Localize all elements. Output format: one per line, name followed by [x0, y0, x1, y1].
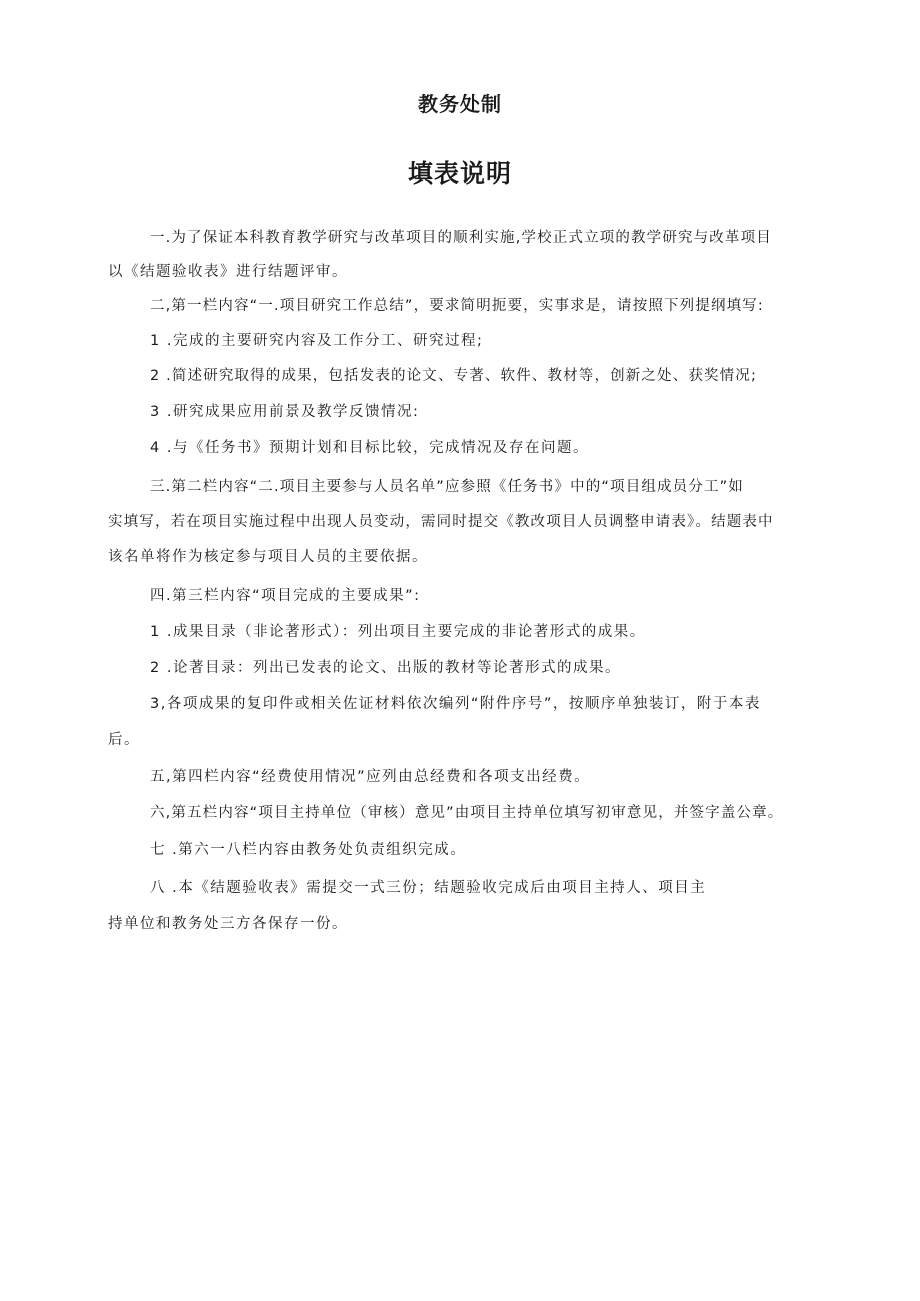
- paragraph-4-item-1: 1 .成果目录（非论著形式）：列出项目主要完成的非论著形式的成果。: [150, 624, 646, 640]
- paragraph-4-item-3-line-2: 后。: [108, 732, 140, 748]
- paragraph-3-line-2: 实填写，若在项目实施过程中出现人员变动，需同时提交《教改项目人员调整申请表》。结题表中: [108, 514, 774, 530]
- paragraph-6: 六,第五栏内容“项目主持单位（审核）意见”由项目主持单位填写初审意见，并签字盖公章。: [150, 805, 784, 821]
- paragraph-1-line-1: 一.为了保证本科教育教学研究与改革项目的顺利实施,学校正式立项的教学研究与改革项目: [150, 230, 772, 246]
- paragraph-2-item-4: 4 .与《任务书》预期计划和目标比较，完成情况及存在问题。: [150, 440, 589, 456]
- paragraph-3-line-3: 该名单将作为核定参与项目人员的主要依据。: [108, 549, 428, 565]
- paragraph-4-item-3-line-1: 3,各项成果的复印件或相关佐证材料依次编列“附件序号”，按顺序单独装订，附于本表: [150, 696, 761, 712]
- issuer-header: 教务处制: [418, 92, 502, 116]
- paragraph-7: 七 .第六一八栏内容由教务处负责组织完成。: [150, 842, 467, 858]
- paragraph-8-line-2: 持单位和教务处三方各保存一份。: [108, 916, 348, 932]
- paragraph-1-line-2: 以《结题验收表》进行结题评审。: [108, 264, 348, 280]
- paragraph-8-line-1: 八 .本《结题验收表》需提交一式三份；结题验收完成后由项目主持人、项目主: [150, 880, 707, 896]
- paragraph-2-item-1: 1 .完成的主要研究内容及工作分工、研究过程;: [150, 333, 484, 349]
- paragraph-4-item-2: 2 .论著目录：列出已发表的论文、出版的教材等论著形式的成果。: [150, 660, 621, 676]
- paragraph-5: 五,第四栏内容“经费使用情况”应列由总经费和各项支出经费。: [150, 769, 591, 785]
- paragraph-4: 四.第三栏内容“项目完成的主要成果”:: [150, 588, 421, 604]
- paragraph-2-item-2: 2 .简述研究取得的成果，包括发表的论文、专著、软件、教材等，创新之处、获奖情况;: [150, 368, 757, 384]
- paragraph-2: 二,第一栏内容“一.项目研究工作总结”，要求简明扼要，实事求是，请按照下列提纲填写:: [150, 298, 764, 314]
- paragraph-3-line-1: 三.第二栏内容“二.项目主要参与人员名单”应参照《任务书》中的“项目组成员分工”如: [150, 479, 744, 495]
- paragraph-2-item-3: 3 .研究成果应用前景及教学反馈情况:: [150, 404, 420, 420]
- page-title: 填表说明: [407, 159, 512, 188]
